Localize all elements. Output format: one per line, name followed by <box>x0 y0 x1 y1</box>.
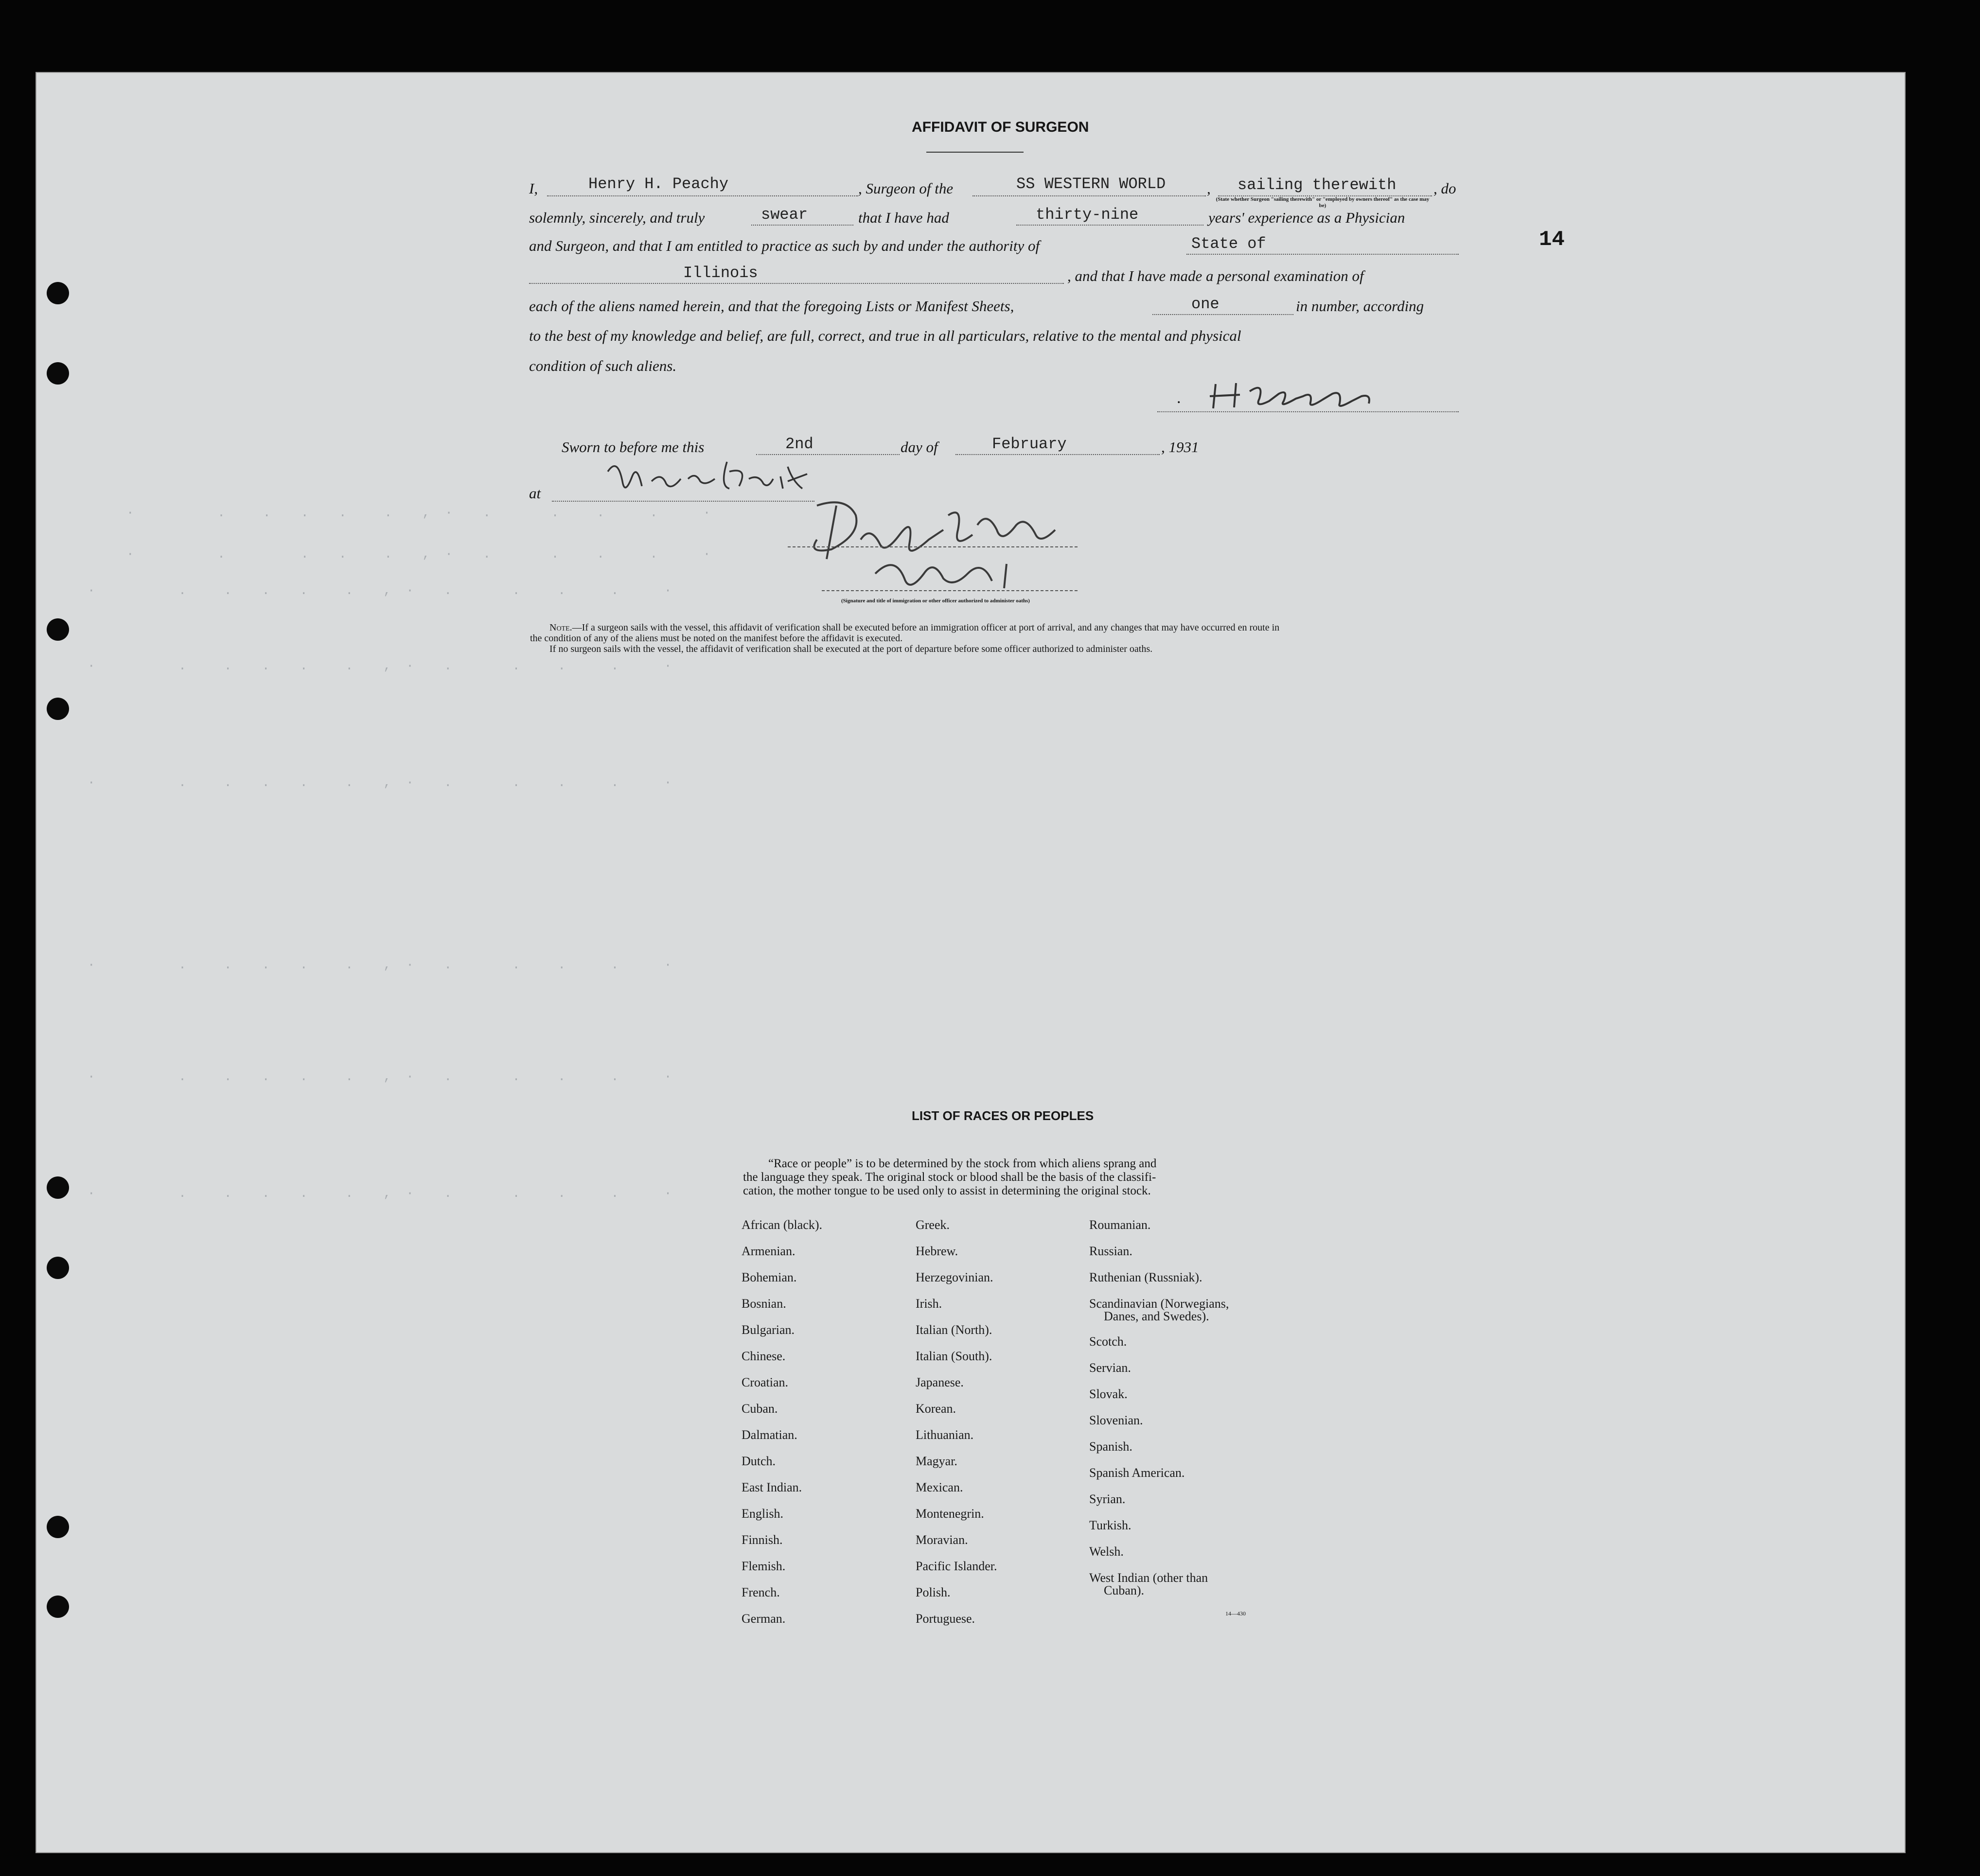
affidavit-text: , do <box>1433 180 1456 197</box>
bleed-through-text: · . . . . , · . . . . · <box>126 547 711 561</box>
race-item: African (black). <box>742 1218 823 1232</box>
affidavit-text: , <box>1207 180 1211 197</box>
race-item: Roumanian. <box>1089 1218 1151 1232</box>
note-text: If no surgeon sails with the vessel, the affidavit of verification shall be executed at the port of departure before some officer authorized to administer oaths. <box>549 644 1153 654</box>
punch-hole <box>47 618 69 641</box>
race-item: Armenian. <box>742 1244 796 1258</box>
fill-line <box>529 283 1064 284</box>
race-item: Mexican. <box>916 1480 963 1494</box>
race-item: Welsh. <box>1089 1544 1124 1559</box>
punch-hole <box>47 1516 69 1538</box>
oath-type: swear <box>761 206 808 224</box>
race-item: Portuguese. <box>916 1612 975 1626</box>
race-item: Greek. <box>916 1218 950 1232</box>
affidavit-text: each of the aliens named herein, and that the foregoing Lists or Manifest Sheets, <box>529 298 1014 315</box>
affidavit-text: solemnly, sincerely, and truly <box>529 209 705 226</box>
race-item: East Indian. <box>742 1480 802 1494</box>
race-item: West Indian (other than <box>1089 1571 1208 1585</box>
affidavit-text: and Surgeon, and that I am entitled to practice as such by and under the authority of <box>529 237 1040 254</box>
signature-dot: . <box>1177 389 1181 407</box>
race-item: Cuban). <box>1104 1583 1145 1597</box>
sworn-day: 2nd <box>785 435 813 453</box>
years-experience: thirty-nine <box>1036 206 1139 224</box>
race-item: Bohemian. <box>742 1270 797 1284</box>
ship-name: SS WESTERN WORLD <box>1016 175 1166 193</box>
officer-signature <box>788 496 1128 608</box>
race-item: Russian. <box>1089 1244 1132 1258</box>
bleed-through-text: · . . . . . , · . . . . · <box>88 583 672 598</box>
race-item: Cuban. <box>742 1402 778 1416</box>
race-item: Spanish. <box>1089 1439 1132 1454</box>
licensing-authority: State of <box>1191 235 1266 253</box>
affidavit-text: condition of such aliens. <box>529 357 677 374</box>
licensing-authority-state: Illinois <box>683 264 758 282</box>
races-intro: “Race or people” is to be determined by the stock from which aliens sprang and <box>768 1157 1157 1170</box>
affidavit-title: AFFIDAVIT OF SURGEON <box>912 119 1089 135</box>
relation-note: (State whether Surgeon "sailing therewith" or "employed by owners thereof" as the case may be) <box>1216 196 1430 209</box>
bleed-through-text: · . . . . . , · . . . . · <box>126 506 711 520</box>
race-item: Croatian. <box>742 1375 789 1389</box>
race-item: Servian. <box>1089 1361 1131 1375</box>
fill-line <box>1186 254 1459 255</box>
race-item: Ruthenian (Russniak). <box>1089 1270 1202 1284</box>
place-signature <box>603 452 817 506</box>
title-rule <box>926 152 1024 153</box>
affidavit-text: in number, according <box>1296 298 1424 315</box>
race-item: Lithuanian. <box>916 1428 974 1442</box>
note-lead: Note. <box>549 622 572 633</box>
race-item: Spanish American. <box>1089 1466 1185 1480</box>
affidavit-text: , Surgeon of the <box>858 180 954 197</box>
page-number: 14 <box>1539 228 1565 252</box>
surgeon-relation: sailing therewith <box>1238 176 1397 194</box>
race-item: French. <box>742 1585 780 1599</box>
race-item: Bosnian. <box>742 1297 786 1311</box>
affidavit-text: I, <box>529 180 538 197</box>
punch-hole <box>47 282 69 304</box>
race-item: Pacific Islander. <box>916 1559 997 1573</box>
race-item: Chinese. <box>742 1349 786 1363</box>
affidavit-note <box>549 622 1279 633</box>
fill-line <box>972 195 1206 196</box>
affidavit-text: to the best of my knowledge and belief, are full, correct, and true in all particulars, relative to the mental and physical <box>529 327 1241 344</box>
fill-line <box>955 454 1160 455</box>
race-item: Scandinavian (Norwegians, <box>1089 1297 1229 1311</box>
fill-line <box>1152 314 1293 315</box>
race-item: Polish. <box>916 1585 951 1599</box>
race-item: Dutch. <box>742 1454 776 1468</box>
affidavit-text: day of <box>901 438 938 456</box>
fill-line <box>547 195 858 196</box>
affidavit-text: at <box>529 485 541 502</box>
sworn-year: , 1931 <box>1161 438 1199 456</box>
surgeon-signature <box>1206 379 1391 413</box>
race-item: Montenegrin. <box>916 1507 984 1521</box>
race-item: Moravian. <box>916 1533 968 1547</box>
form-number: 14—430 <box>1225 1610 1246 1617</box>
race-item: Dalmatian. <box>742 1428 797 1442</box>
punch-hole <box>47 362 69 385</box>
bleed-through-text: · . . . . . , · . . . . · <box>88 958 672 972</box>
race-item: Flemish. <box>742 1559 786 1573</box>
race-item: Magyar. <box>916 1454 957 1468</box>
fill-line <box>1016 225 1203 226</box>
race-item: Japanese. <box>916 1375 964 1389</box>
bleed-through-text: · . . . . . , · . . . . · <box>88 775 672 790</box>
note-text: —If a surgeon sails with the vessel, this affidavit of verification shall be executed before an immigration officer at port of arrival, and any changes that may have occurred en route in <box>572 622 1280 633</box>
affidavit-text: that I have had <box>858 209 949 226</box>
affidavit-text: Sworn to before me this <box>562 438 705 456</box>
bleed-through-text: · . . . . . , · . . . . · <box>88 1069 672 1084</box>
officer-caption: (Signature and title of immigration or other officer authorized to administer oaths) <box>841 598 1030 604</box>
fill-line <box>751 225 853 226</box>
race-item: Italian (North). <box>916 1323 992 1337</box>
note-text: the condition of any of the aliens must be noted on the manifest before the affidavit is executed. <box>530 633 903 644</box>
race-item: Herzegovinian. <box>916 1270 993 1284</box>
manifest-sheet-count: one <box>1191 295 1220 313</box>
race-item: German. <box>742 1612 786 1626</box>
race-item: Korean. <box>916 1402 956 1416</box>
bleed-through-text: · . . . . . , · . . . . · <box>88 1186 672 1201</box>
race-item: Bulgarian. <box>742 1323 795 1337</box>
race-item: Slovak. <box>1089 1387 1128 1401</box>
race-item: Slovenian. <box>1089 1413 1143 1427</box>
race-item: Italian (South). <box>916 1349 992 1363</box>
races-intro: cation, the mother tongue to be used only to assist in determining the original stock. <box>743 1184 1151 1197</box>
sworn-month: February <box>992 435 1067 453</box>
races-intro: the language they speak. The original stock or blood shall be the basis of the classifi- <box>743 1171 1156 1184</box>
surgeon-name: Henry H. Peachy <box>588 175 729 193</box>
punch-hole <box>47 1595 69 1618</box>
races-title: LIST OF RACES OR PEOPLES <box>912 1108 1094 1123</box>
affidavit-text: , and that I have made a personal examination of <box>1067 267 1364 284</box>
race-item: Syrian. <box>1089 1492 1126 1506</box>
affidavit-text: years' experience as a Physician <box>1208 209 1405 226</box>
punch-hole <box>47 1176 69 1199</box>
race-item: Irish. <box>916 1297 942 1311</box>
race-item: Finnish. <box>742 1533 783 1547</box>
bleed-through-text: · . . . . . , · . . . . · <box>88 659 672 673</box>
race-item: Scotch. <box>1089 1334 1127 1349</box>
race-item: English. <box>742 1507 783 1521</box>
punch-hole <box>47 698 69 720</box>
race-item: Hebrew. <box>916 1244 958 1258</box>
race-item: Turkish. <box>1089 1518 1131 1532</box>
punch-hole <box>47 1257 69 1279</box>
race-item: Danes, and Swedes). <box>1104 1309 1209 1323</box>
